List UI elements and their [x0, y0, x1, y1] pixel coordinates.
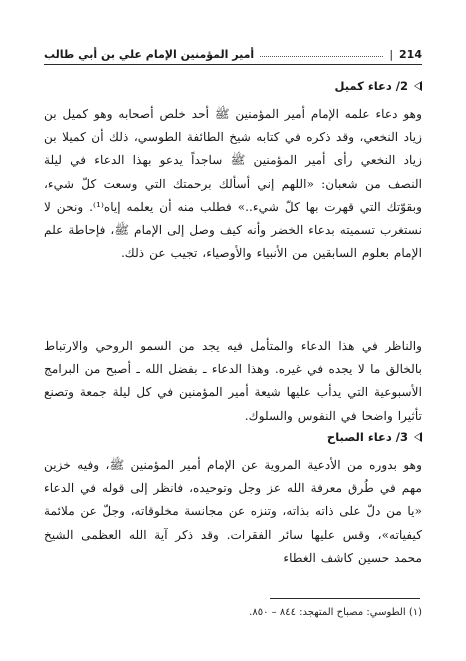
section-heading-sabah	[44, 427, 422, 447]
paragraph: وهو بدوره من الأدعية المروية عن الإمام أمير المؤمنين ﷺ، وفيه خزين مهم في طُرق معرفة الله عز وجل وتوحيده، فانظر إلى قوله في الدعاء «يا من دلّ على ذاته بذاته، وتنزه عن مجانسة مخلوقاته، وجلّ عن ملائمة كيفياته»، وقس عليها سائر الفقرات. وقد ذكر آية الله العظمى الشيخ محمد حسين كاشف الغطاء	[44, 458, 422, 565]
book-title: أمير المؤمنين الإمام علي بن أبي طالب	[44, 47, 255, 61]
section-heading-text: 3/ دعاء الصباح	[326, 430, 408, 444]
running-header	[44, 44, 422, 65]
header-dot-leader	[260, 56, 383, 57]
section-heading-kumayl	[44, 76, 422, 96]
footnote: (١) الطوسي: مصباح المتهجد: ٨٤٤ – ٨٥٠.	[249, 607, 422, 618]
page-number: 214	[399, 47, 422, 61]
paragraph: والناظر في هذا الدعاء والمتأمل فيه يجد من السمو الروحي والارتباط بالخالق ما لا يجده في غيره. وهذا الدعاء ـ بفضل الله ـ أصبح من البرامج الأسبوعية التي يدأب عليها شيعة أمير المؤمنين في كل ليلة جمعة وتصنع تأثيرا واضحا في النفوس والسلوك.	[44, 339, 422, 423]
triangle-bullet-icon	[414, 432, 422, 442]
footnote-divider	[270, 598, 420, 599]
paragraph: وهو دعاء علمه الإمام أمير المؤمنين ﷺ أحد خلص أصحابه وهو كميل بن زياد النخعي، وقد ذكره في كتابه شيخ الطائفة الطوسي، ذلك أن كميلا بن زياد النخعي رأى أمير المؤمنين ﷺ ساجداً يدعو بهذا الدعاء في ليلة النصف من شعبان: «اللهم إني أسألك برحمتك التي وسعت كلّ شيء، وبقوّتك التي قهرت بها كلّ شيء..» فطلب منه أن يعلمه إياه⁽¹⁾. ونحن لا نستغرب تسميته بدعاء الخضر وأنه كيف وصل إلى الإمام ﷺ، فإحاطة علم الإمام بعلوم السابقين من الأنبياء والأوصياء، تجيب عن ذلك.	[44, 107, 422, 261]
triangle-bullet-icon	[414, 81, 422, 91]
section-heading-text: 2/ دعاء كميل	[334, 79, 408, 93]
header-separator: |	[389, 47, 394, 61]
